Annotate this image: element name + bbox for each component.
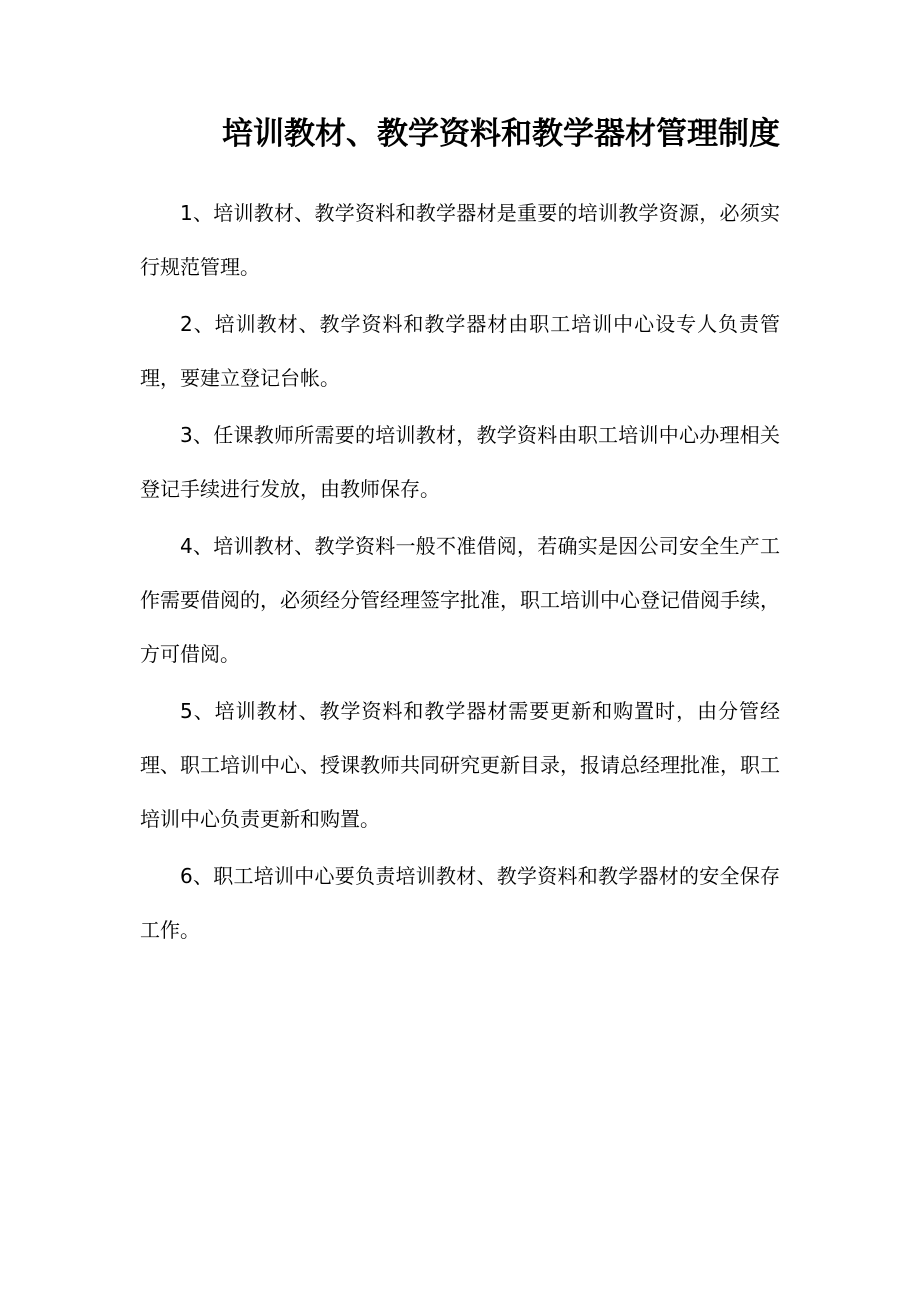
document-title: 培训教材、教学资料和教学器材管理制度 bbox=[222, 116, 780, 152]
paragraph-4: 4、培训教材、教学资料一般不准借阅，若确实是因公司安全生产工作需要借阅的，必须经分管经理签字批准，职工培训中心登记借阅手续，方可借阅。 bbox=[140, 534, 780, 666]
paragraph-5: 5、培训教材、教学资料和教学器材需要更新和购置时，由分管经理、职工培训中心、授课教师共同研究更新目录，报请总经理批准，职工培训中心负责更新和购置。 bbox=[140, 699, 780, 831]
document-body bbox=[140, 186, 780, 957]
paragraph-2: 2、培训教材、教学资料和教学器材由职工培训中心设专人负责管理，要建立登记台帐。 bbox=[140, 312, 780, 390]
paragraph-3: 3、任课教师所需要的培训教材，教学资料由职工培训中心办理相关登记手续进行发放，由教师保存。 bbox=[140, 423, 780, 501]
paragraph-1: 1、培训教材、教学资料和教学器材是重要的培训教学资源，必须实行规范管理。 bbox=[140, 201, 780, 279]
paragraph-6: 6、职工培训中心要负责培训教材、教学资料和教学器材的安全保存工作。 bbox=[140, 864, 780, 942]
